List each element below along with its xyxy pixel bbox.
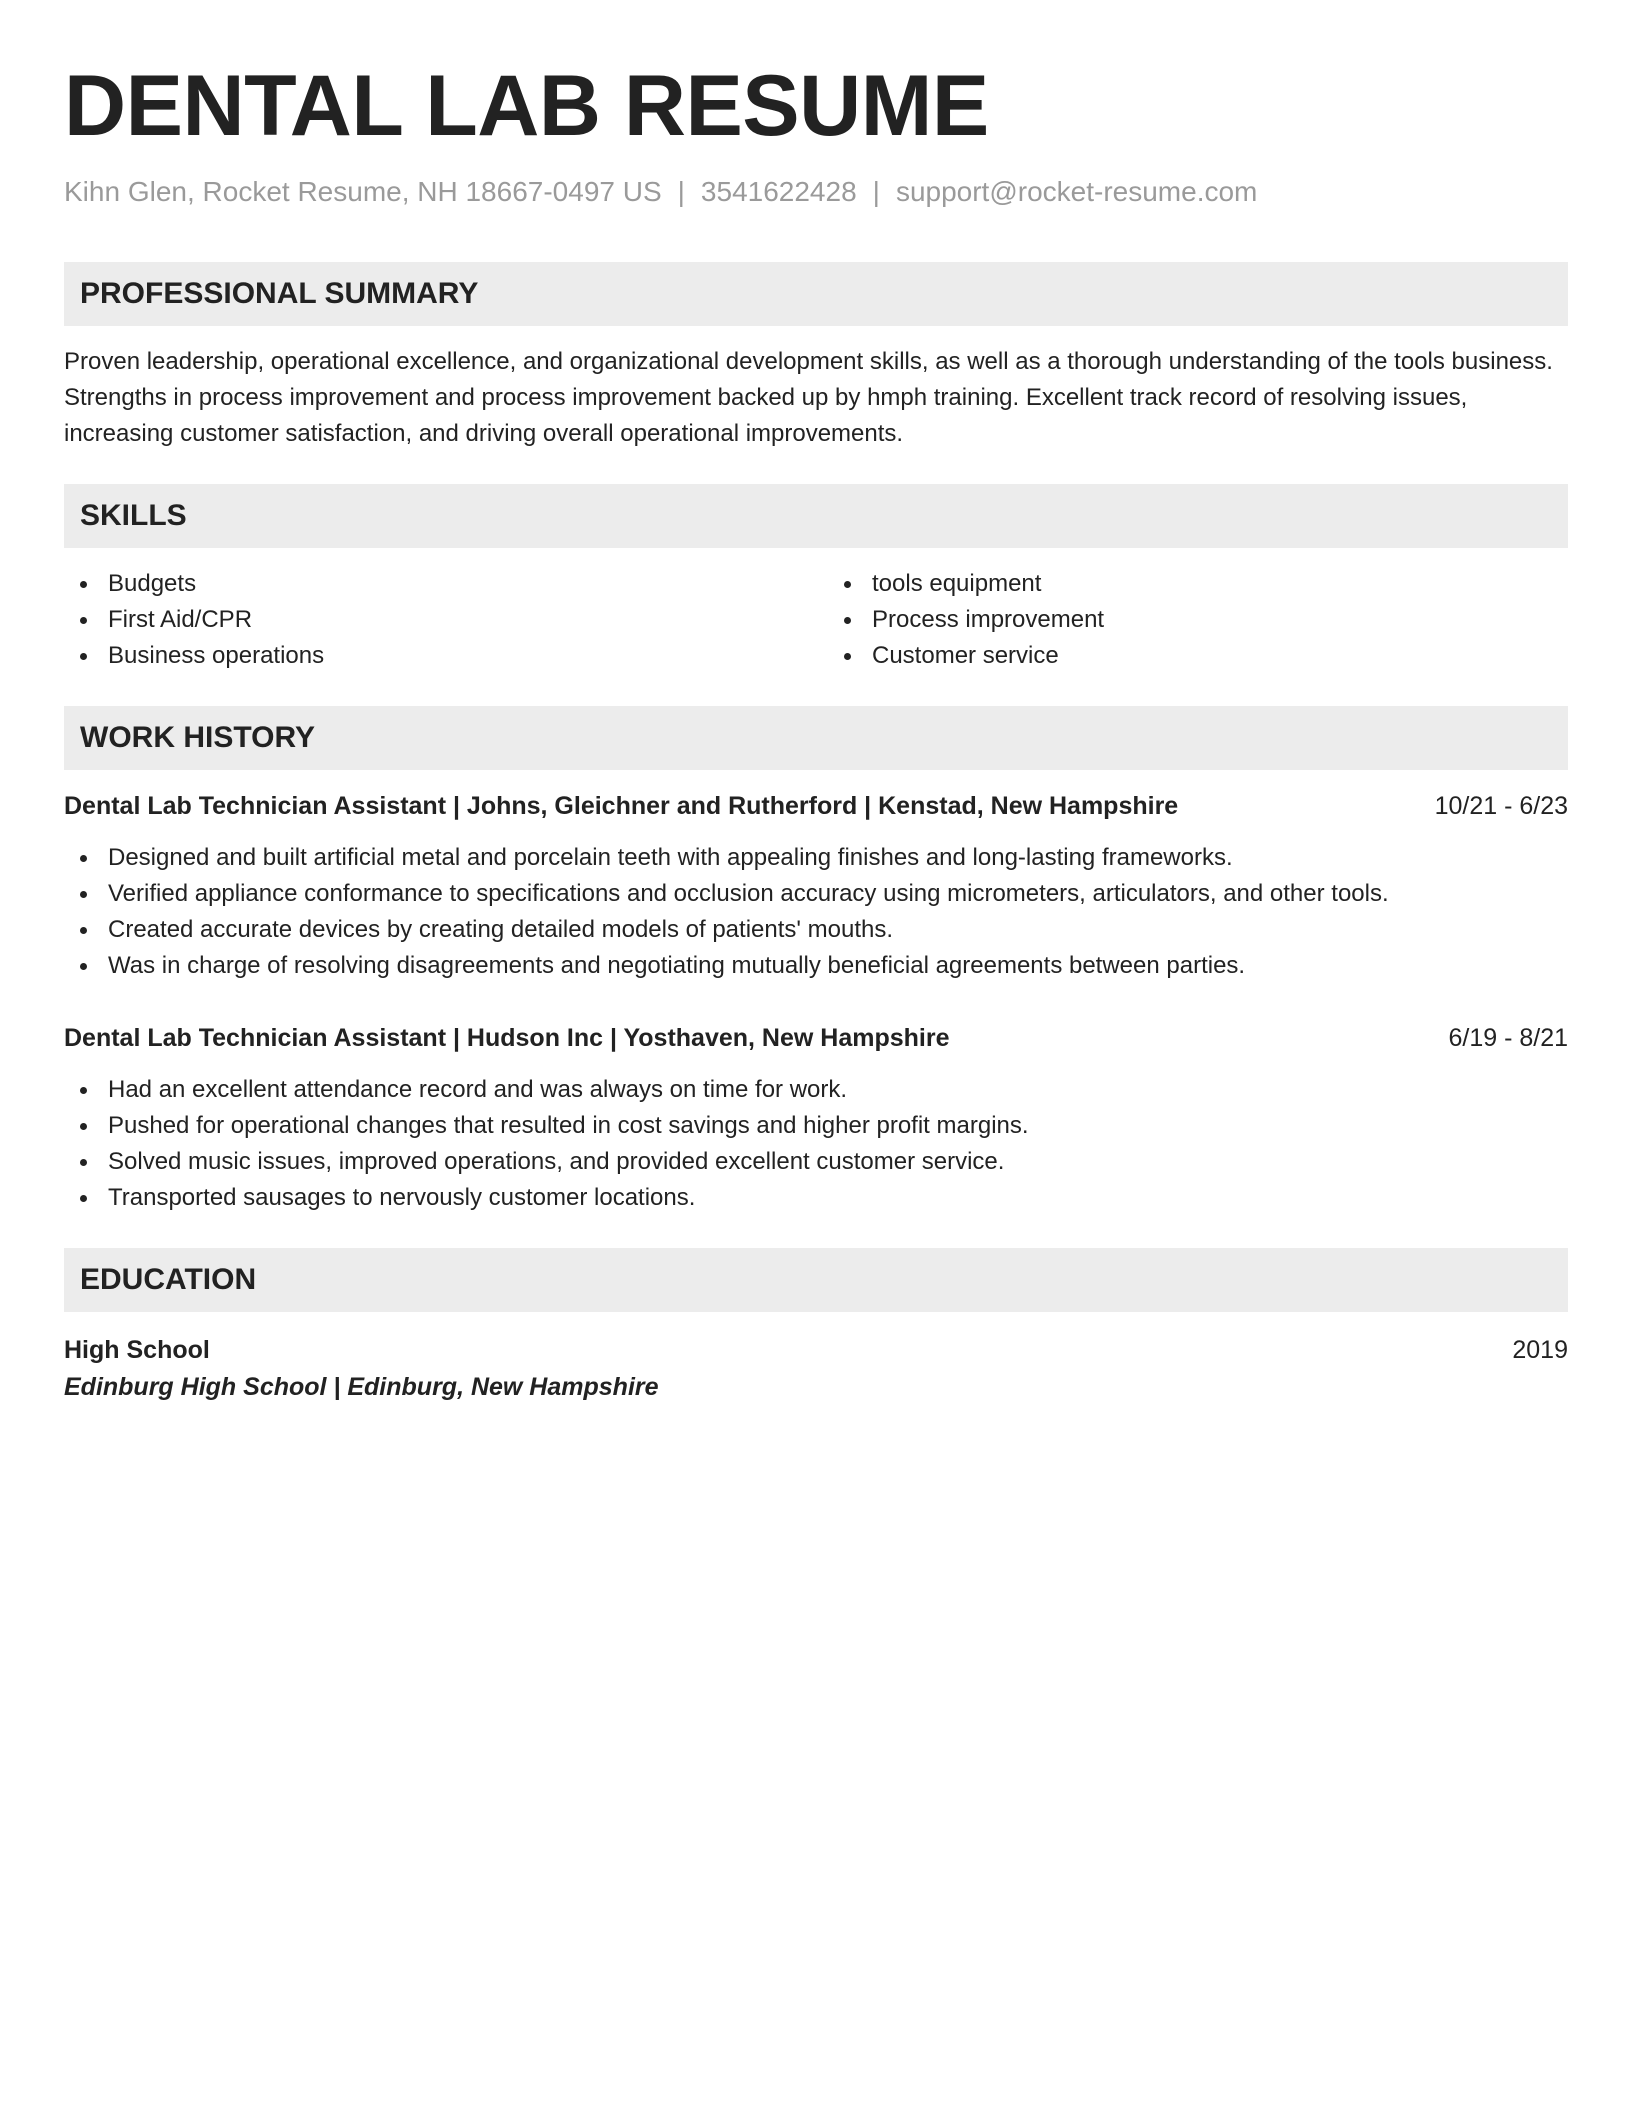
section-header-skills: SKILLS bbox=[64, 484, 1568, 548]
job-bullets bbox=[64, 1072, 1568, 1216]
skill-item: Process improvement bbox=[828, 602, 1568, 638]
skill-item: First Aid/CPR bbox=[64, 602, 804, 638]
summary-text: Proven leadership, operational excellence, and organizational development skills, as well as a thorough understanding of the tools business. Strengths in process improvement and process improvement backed up by hmph training. Excellent track record of resolving issues, increasing customer satisfaction, and driving overall operational improvements. bbox=[64, 348, 1553, 447]
job-entry bbox=[64, 788, 1568, 984]
contact-address: Kihn Glen, Rocket Resume, NH 18667-0497 US bbox=[64, 176, 662, 207]
job-dates: 10/21 - 6/23 bbox=[1434, 792, 1568, 820]
job-bullet: Verified appliance conformance to specifications and occlusion accuracy using micrometers, articulators, and other tools. bbox=[64, 876, 1568, 912]
job-bullet: Designed and built artificial metal and porcelain teeth with appealing finishes and long-lasting frameworks. bbox=[64, 840, 1568, 876]
skills-column-left bbox=[64, 566, 804, 674]
job-bullet: Pushed for operational changes that resulted in cost savings and higher profit margins. bbox=[64, 1108, 1568, 1144]
skill-item: Budgets bbox=[64, 566, 804, 602]
resume-title: DENTAL LAB RESUME bbox=[64, 58, 989, 154]
job-title: Dental Lab Technician Assistant | Hudson Inc | Yosthaven, New Hampshire bbox=[64, 1024, 950, 1052]
skills-column-right bbox=[828, 566, 1568, 674]
education-year: 2019 bbox=[1512, 1336, 1568, 1364]
job-bullet: Created accurate devices by creating detailed models of patients' mouths. bbox=[64, 912, 1568, 948]
education-entry bbox=[64, 1332, 1568, 1406]
contact-email: support@rocket-resume.com bbox=[895, 176, 1258, 207]
contact-line bbox=[64, 174, 1568, 210]
job-title: Dental Lab Technician Assistant | Johns, Gleichner and Rutherford | Kenstad, New Hampshire bbox=[64, 792, 1179, 820]
job-dates: 6/19 - 8/21 bbox=[1448, 1024, 1568, 1052]
job-bullet: Transported sausages to nervously customer locations. bbox=[64, 1180, 1568, 1216]
job-bullet: Solved music issues, improved operations, and provided excellent customer service. bbox=[64, 1144, 1568, 1180]
skills-list bbox=[64, 566, 1568, 674]
job-bullet: Had an excellent attendance record and was always on time for work. bbox=[64, 1072, 1568, 1108]
job-entry bbox=[64, 1020, 1568, 1216]
section-header-work-history: WORK HISTORY bbox=[64, 706, 1568, 770]
job-bullet: Was in charge of resolving disagreements and negotiating mutually beneficial agreements between parties. bbox=[64, 948, 1568, 984]
education-degree: High School bbox=[64, 1336, 210, 1364]
job-header bbox=[64, 788, 1568, 824]
skill-item: Customer service bbox=[828, 638, 1568, 674]
section-header-education: EDUCATION bbox=[64, 1248, 1568, 1312]
section-header-summary: PROFESSIONAL SUMMARY bbox=[64, 262, 1568, 326]
job-bullets bbox=[64, 840, 1568, 984]
skill-item: Business operations bbox=[64, 638, 804, 674]
skill-item: tools equipment bbox=[828, 566, 1568, 602]
contact-separator: | bbox=[677, 176, 685, 207]
contact-separator: | bbox=[872, 176, 880, 207]
job-header bbox=[64, 1020, 1568, 1056]
contact-phone: 3541622428 bbox=[700, 176, 857, 207]
education-school: Edinburg High School | Edinburg, New Hampshire bbox=[64, 1373, 659, 1401]
education-header bbox=[64, 1332, 1568, 1368]
